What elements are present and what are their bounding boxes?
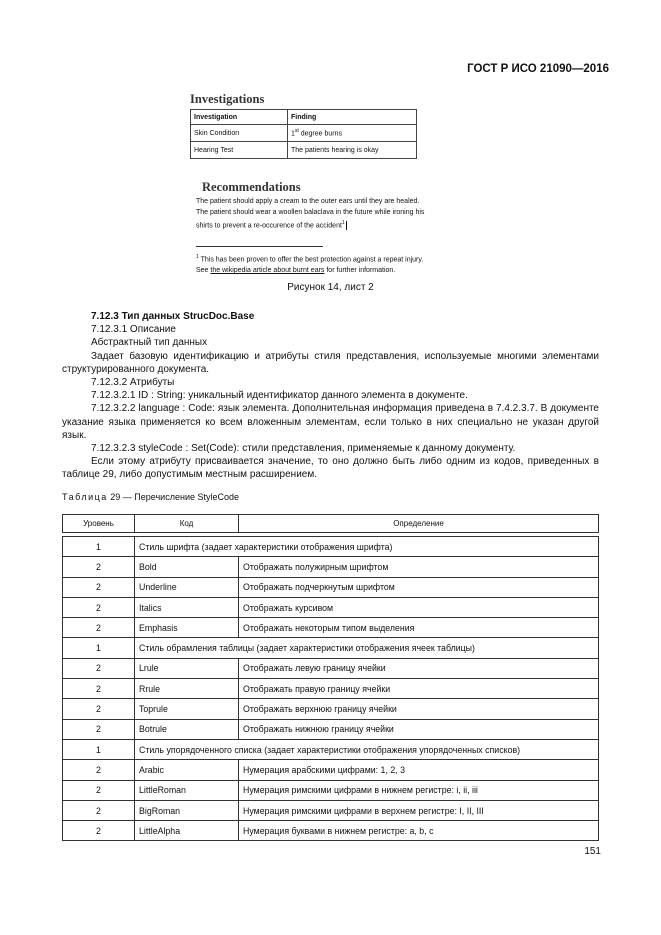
- stylecode-table-body: [63, 537, 599, 841]
- cell-group-title: Стиль шрифта (задает характеристики отображения шрифта): [135, 537, 599, 557]
- cell-code: LittleRoman: [135, 780, 239, 800]
- header-definition: Определение: [239, 515, 599, 533]
- investigations-heading: Investigations: [190, 92, 265, 106]
- cell-level: 2: [63, 719, 135, 739]
- standard-designation: ГОСТ Р ИСО 21090—2016: [467, 63, 609, 75]
- cell-group-title: Стиль упорядоченного списка (задает характеристики отображения упорядоченных списков): [135, 739, 599, 759]
- recommendations-text: [196, 196, 496, 231]
- cell-definition: Отображать верхнюю границу ячейки: [239, 699, 599, 719]
- table-row: [63, 760, 599, 780]
- cell-definition: Отображать нижнюю границу ячейки: [239, 719, 599, 739]
- investigations-table: [190, 109, 417, 159]
- cell-definition: Отображать правую границу ячейки: [239, 679, 599, 699]
- finding-text: 1: [291, 130, 295, 138]
- footnote-mark: 1: [341, 220, 345, 226]
- footnote-line: [196, 252, 423, 265]
- footnote-separator: [196, 246, 323, 247]
- table-caption-title: 29 — Перечисление StyleCode: [107, 492, 239, 502]
- paragraph: 7.12.3.2 Атрибуты: [91, 377, 175, 389]
- cell-code: Arabic: [135, 760, 239, 780]
- cell-definition: Нумерация римскими цифрами в нижнем регистре: i, ii, iii: [239, 780, 599, 800]
- cell-definition: Отображать подчеркнутым шрифтом: [239, 577, 599, 597]
- figure-caption: Рисунок 14, лист 2: [287, 282, 374, 293]
- paragraph: 7.12.3.2.2 language : Code: язык элемента. Дополнительная информация приведена в 7.4.2.3.7. В документе указание языка применяется ко всем вложенным элементам, если только в них специально не указан другой язык.: [62, 403, 599, 441]
- table-header-row: [63, 515, 599, 533]
- finding-superscript: st: [294, 128, 299, 135]
- header-level: Уровень: [63, 515, 135, 533]
- cell-level: 2: [63, 577, 135, 597]
- rec-line: [196, 218, 496, 231]
- table-group-row: [63, 537, 599, 557]
- text-cursor: [346, 221, 347, 230]
- cell-level: 1: [63, 739, 135, 759]
- cell-code: Rrule: [135, 679, 239, 699]
- inv-row: [191, 125, 417, 142]
- inv-cell-finding: [288, 125, 417, 142]
- table-row: [63, 597, 599, 617]
- paragraph: 7.12.3.2.3 styleCode : Set(Code): стили представления, применяемые к данному документу.: [91, 443, 516, 455]
- cell-level: 1: [63, 537, 135, 557]
- cell-definition: Отображать некоторым типом выделения: [239, 618, 599, 638]
- cell-definition: Нумерация арабскими цифрами: 1, 2, 3: [239, 760, 599, 780]
- cell-definition: Отображать курсивом: [239, 597, 599, 617]
- finding-text: The patients hearing is okay: [291, 146, 379, 154]
- cell-level: 2: [63, 821, 135, 841]
- paragraph: Задает базовую идентификацию и атрибуты стиля представления, используемые многими элементами структурированного документа.: [62, 350, 599, 375]
- table-caption: [62, 492, 239, 502]
- table-row: [63, 557, 599, 577]
- cell-code: Botrule: [135, 719, 239, 739]
- cell-definition: Нумерация римскими цифрами в верхнем регистре: I, II, III: [239, 800, 599, 820]
- table-row: [63, 821, 599, 841]
- page-number: 151: [584, 846, 601, 857]
- footnote-text: This has been proven to offer the best protection against a repeat injury.: [198, 256, 424, 264]
- rec-line: The patient should apply a cream to the outer ears until they are healed.: [196, 198, 420, 205]
- cell-code: BigRoman: [135, 800, 239, 820]
- table-row: [63, 800, 599, 820]
- table-row: [63, 780, 599, 800]
- inv-cell-finding: [288, 142, 417, 159]
- paragraph: 7.12.3.1 Описание: [91, 324, 176, 336]
- recommendations-heading: Recommendations: [202, 180, 301, 194]
- cell-level: 2: [63, 699, 135, 719]
- cell-code: Toprule: [135, 699, 239, 719]
- section-body: [62, 310, 599, 482]
- cell-group-title: Стиль обрамления таблицы (задает характеристики отображения ячеек таблицы): [135, 638, 599, 658]
- cell-level: 2: [63, 597, 135, 617]
- rec-line: The patient should wear a woollen balaclava in the future while ironing his: [196, 209, 425, 216]
- stylecode-table: [62, 514, 599, 841]
- cell-code: Italics: [135, 597, 239, 617]
- footnote-number: 1: [196, 254, 199, 260]
- cell-code: Emphasis: [135, 618, 239, 638]
- table-row: [63, 658, 599, 678]
- table-group-row: [63, 638, 599, 658]
- cell-level: 2: [63, 618, 135, 638]
- paragraph: 7.12.3.2.1 ID : String: уникальный идентификатор данного элемента в документе.: [91, 390, 468, 402]
- cell-code: Bold: [135, 557, 239, 577]
- inv-cell-investigation: Hearing Test: [191, 142, 288, 159]
- figure-investigations: [190, 92, 430, 159]
- table-row: [63, 618, 599, 638]
- cell-level: 1: [63, 638, 135, 658]
- footnote-line: [196, 265, 423, 276]
- inv-header-finding: Finding: [288, 110, 417, 125]
- table-caption-prefix: Таблица: [62, 492, 108, 502]
- cell-level: 2: [63, 679, 135, 699]
- cell-level: 2: [63, 780, 135, 800]
- cell-code: Lrule: [135, 658, 239, 678]
- cell-definition: Отображать левую границу ячейки: [239, 658, 599, 678]
- table-group-row: [63, 739, 599, 759]
- figure-recommendations: [196, 180, 496, 231]
- footnote: [196, 252, 423, 276]
- cell-code: Underline: [135, 577, 239, 597]
- inv-header-row: [191, 110, 417, 125]
- table-row: [63, 719, 599, 739]
- cell-level: 2: [63, 658, 135, 678]
- footnote-rest: for further information.: [324, 267, 396, 275]
- cell-definition: Отображать полужирным шрифтом: [239, 557, 599, 577]
- cell-level: 2: [63, 557, 135, 577]
- inv-cell-investigation: Skin Condition: [191, 125, 288, 142]
- wikipedia-link[interactable]: the wikipedia article about burnt ears: [210, 267, 325, 275]
- table-row: [63, 577, 599, 597]
- paragraph: Абстрактный тип данных: [91, 337, 208, 349]
- inv-header-investigation: Investigation: [191, 110, 288, 125]
- header-code: Код: [135, 515, 239, 533]
- finding-text: degree burns: [298, 130, 342, 138]
- table-row: [63, 679, 599, 699]
- inv-row: [191, 142, 417, 159]
- cell-level: 2: [63, 760, 135, 780]
- cell-code: LittleAlpha: [135, 821, 239, 841]
- paragraph: Если этому атрибуту присваивается значение, то оно должно быть либо одним из кодов, приведенных в таблице 29, либо допустимым местным расширением.: [62, 456, 599, 481]
- cell-level: 2: [63, 800, 135, 820]
- rec-line-text: shirts to prevent a re-occurence of the accident: [196, 222, 342, 230]
- cell-definition: Нумерация буквами в нижнем регистре: a, b, c: [239, 821, 599, 841]
- table-row: [63, 699, 599, 719]
- footnote-see: See: [196, 267, 211, 275]
- section-heading: 7.12.3 Тип данных StrucDoc.Base: [91, 311, 255, 322]
